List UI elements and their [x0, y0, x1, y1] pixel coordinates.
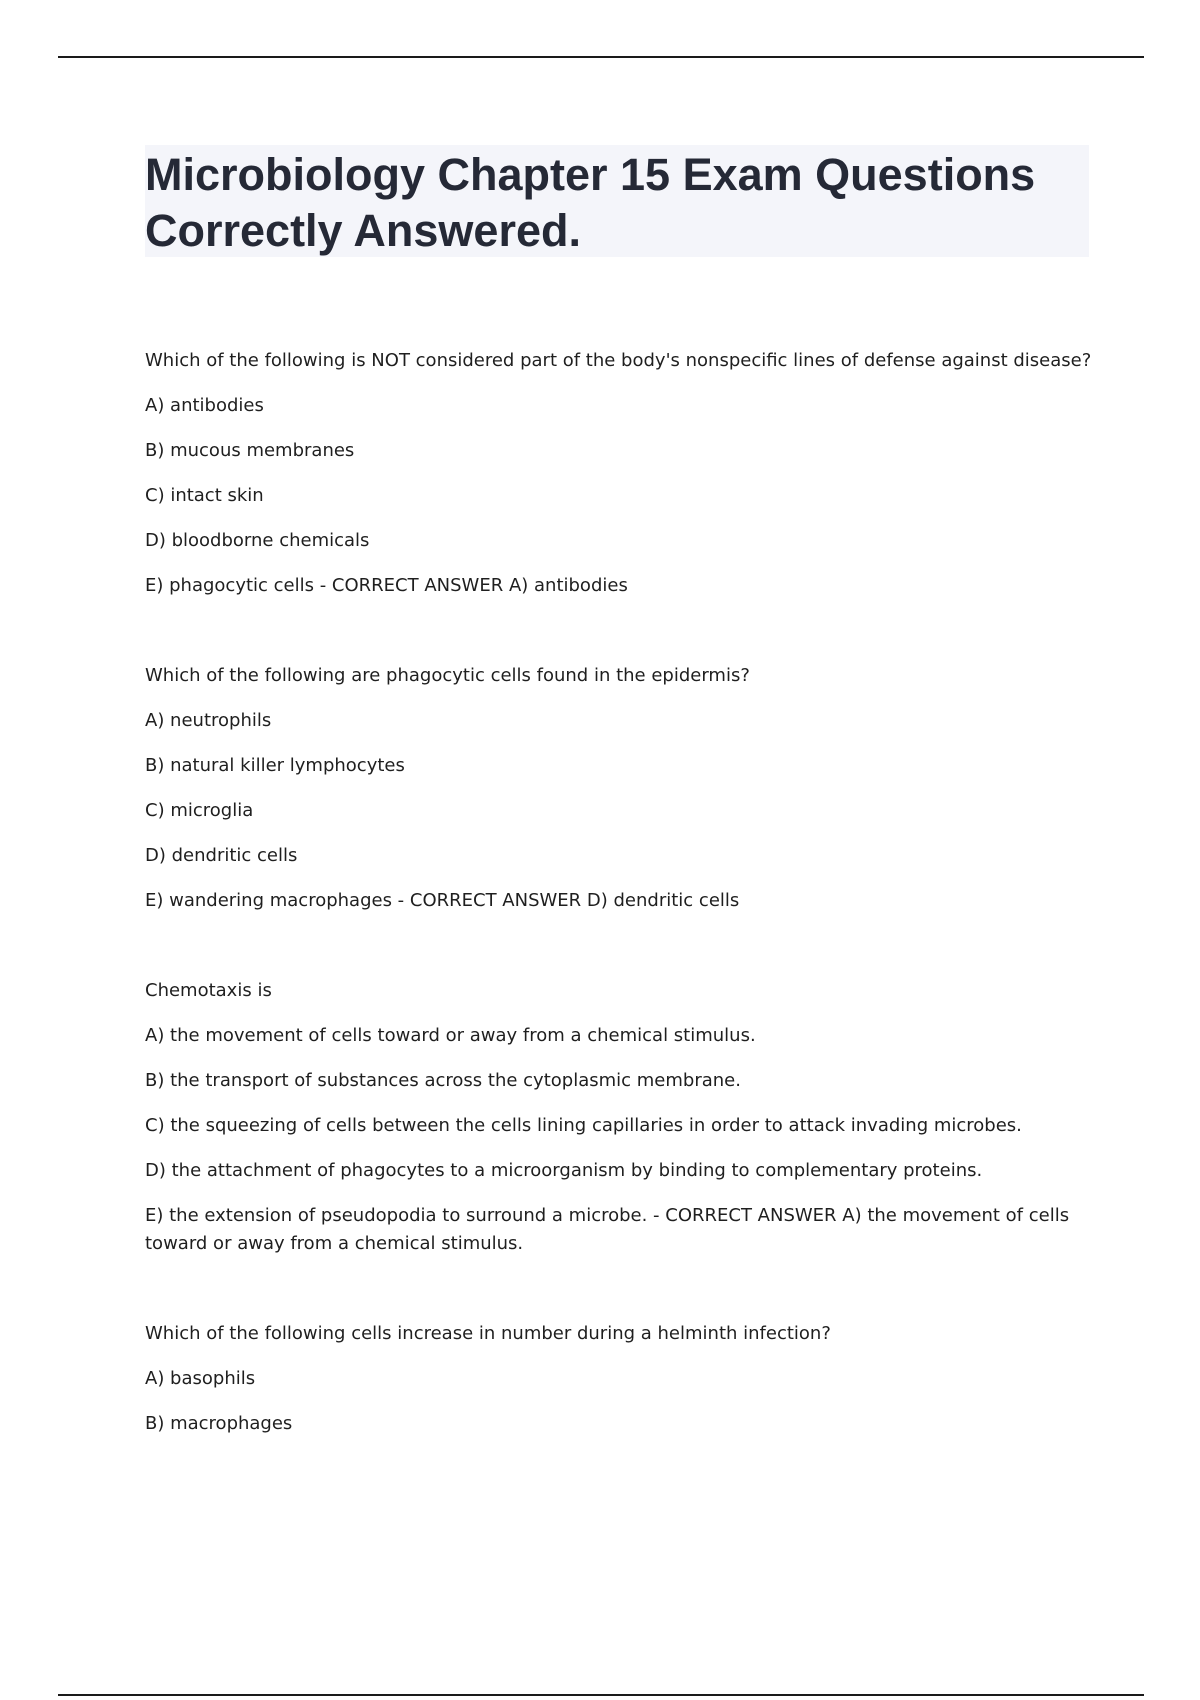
question-2 [145, 662, 1095, 915]
question-4 [145, 1320, 1095, 1438]
answer-option: A) the movement of cells toward or away from a chemical stimulus. [145, 1025, 756, 1046]
answer-option: D) dendritic cells [145, 845, 298, 866]
answer-option-with-correct-answer: E) phagocytic cells - CORRECT ANSWER A) antibodies [145, 575, 628, 596]
question-prompt: Which of the following is NOT considered part of the body's nonspecific lines of defense against disease? [145, 350, 1092, 371]
question-prompt: Which of the following are phagocytic cells found in the epidermis? [145, 665, 750, 686]
top-divider [58, 56, 1144, 58]
answer-option: A) basophils [145, 1368, 256, 1389]
title-block [145, 145, 1089, 257]
answer-option: D) the attachment of phagocytes to a microorganism by binding to complementary proteins. [145, 1160, 983, 1181]
question-3 [145, 977, 1095, 1258]
answer-option: C) the squeezing of cells between the cells lining capillaries in order to attack invading microbes. [145, 1115, 1022, 1136]
question-prompt: Which of the following cells increase in number during a helminth infection? [145, 1323, 831, 1344]
answer-option: B) natural killer lymphocytes [145, 755, 405, 776]
document-title: Microbiology Chapter 15 Exam Questions Correctly Answered. [145, 149, 1036, 256]
answer-option: B) the transport of substances across the cytoplasmic membrane. [145, 1070, 741, 1091]
answer-option-with-correct-answer: E) the extension of pseudopodia to surround a microbe. - CORRECT ANSWER A) the movement of cells toward or away from a chemical stimulus. [145, 1205, 1070, 1254]
answer-option-with-correct-answer: E) wandering macrophages - CORRECT ANSWER D) dendritic cells [145, 890, 740, 911]
question-1 [145, 347, 1095, 600]
answer-option: C) intact skin [145, 485, 264, 506]
answer-option: A) antibodies [145, 395, 264, 416]
bottom-divider [58, 1694, 1144, 1696]
question-list [145, 347, 1095, 1438]
answer-option: A) neutrophils [145, 710, 272, 731]
answer-option: D) bloodborne chemicals [145, 530, 370, 551]
answer-option: C) microglia [145, 800, 254, 821]
answer-option: B) mucous membranes [145, 440, 355, 461]
answer-option: B) macrophages [145, 1413, 293, 1434]
question-prompt: Chemotaxis is [145, 980, 272, 1001]
